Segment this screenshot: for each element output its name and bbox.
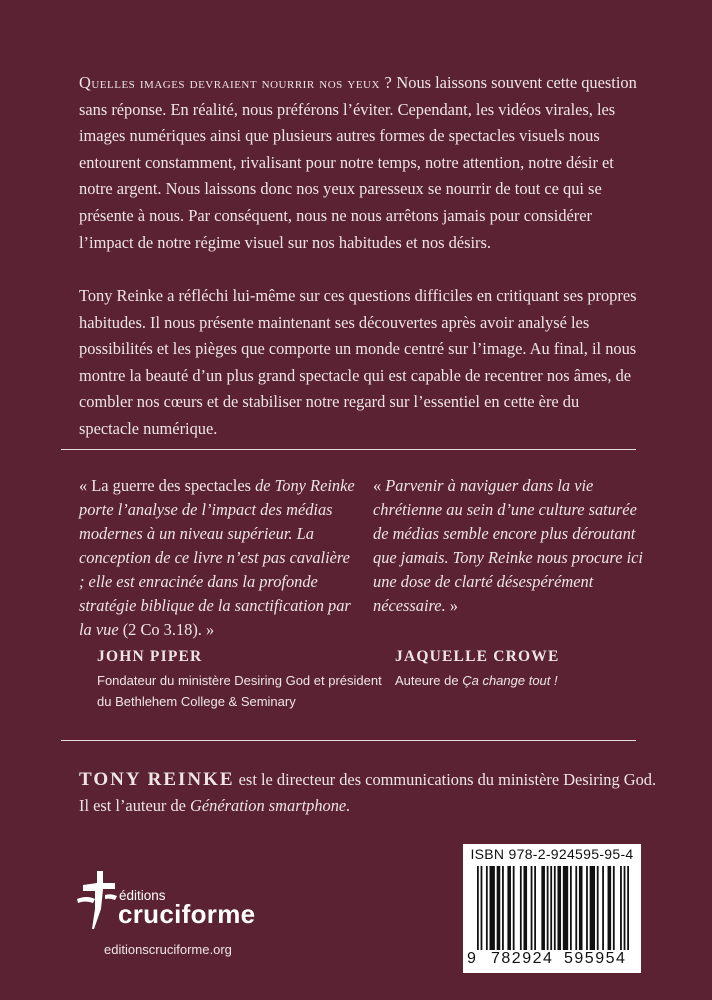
back-cover-intro xyxy=(79,70,639,256)
quote2-close: » xyxy=(445,596,458,615)
barcode-digits-right: 595954 xyxy=(564,950,627,967)
crowe-role-prefix: Auteure de xyxy=(395,673,463,688)
endorsement-quote-piper xyxy=(79,474,357,642)
author-book-title: Génération smartphone. xyxy=(190,796,351,815)
author-reflection-paragraph: Tony Reinke a réfléchi lui-même sur ces questions difficiles en critiquant ses propres habitudes. Il nous présente maintenant ses découvertes après avoir analysé les possibilités et les pièges que comporte un monde centré sur l’image. Au final, il nous montre la beauté d’un plus grand spectacle qui est capable de recentrer nos âmes, de combler nos cœurs et de stabiliser notre regard sur l’essentiel en cette ère du spectacle numérique. xyxy=(79,286,637,438)
publisher-brand-name: cruciforme xyxy=(118,899,256,929)
crowe-role-title: Ça change tout ! xyxy=(462,673,558,688)
quote1-open: « La guerre des spectacles xyxy=(79,476,252,495)
barcode-bars-icon xyxy=(477,866,629,950)
author-bio xyxy=(79,767,659,819)
isbn-number: ISBN 978-2-924595-95-4 xyxy=(470,846,634,862)
endorser-name-crowe: JAQUELLE CROWE xyxy=(395,648,560,665)
endorser-role-piper-2: du Bethlehem College & Seminary xyxy=(97,694,296,709)
endorsement-quote-crowe xyxy=(373,474,645,618)
divider-bottom xyxy=(61,740,636,741)
author-name: TONY REINKE xyxy=(79,769,235,790)
endorser-role-piper-1: Fondateur du ministère Desiring God et président xyxy=(97,673,382,688)
quote1-close: (2 Co 3.18). » xyxy=(118,620,215,639)
publisher-editions-label: éditions xyxy=(119,888,166,903)
barcode-digit-first: 9 xyxy=(467,950,476,967)
author-bio-text: est le directeur des communications du ministère Desiring God. Il est l’auteur de xyxy=(79,770,657,815)
quote2-italic: Parvenir à naviguer dans la vie chrétienne au sein d’une culture saturée de médias semble encore plus déroutant que jamais. Tony Reinke nous procure ici une dose de clarté désespérément nécessaire. xyxy=(373,476,643,615)
barcode-digits-left: 782924 xyxy=(491,950,554,967)
quote2-open: « xyxy=(373,476,386,495)
publisher-website: editionscruciforme.org xyxy=(104,942,232,957)
quote1-italic: de Tony Reinke porte l’analyse de l’impact des médias modernes à un niveau supérieur. La conception de ce livre n’est pas cavalière ; elle est enracinée dans la profonde stratégie biblique de la sanctification par la vue xyxy=(79,476,355,639)
intro-lead-question: Quelles images devraient nourrir nos yeux ? xyxy=(79,73,393,92)
intro-text: Nous laissons souvent cette question sans réponse. En réalité, nous préférons l’éviter. Cependant, les vidéos virales, les images numériques ainsi que plusieurs autres formes de spectacles visuels nous entourent constamment, rivalisant pour notre temps, notre attention, notre désir et notre argent. Nous laissons donc nos yeux paresseux se nourrir de tout ce qui se présente à nous. Par conséquent, nous ne nous arrêtons jamais pour considérer l’impact de notre régime visuel sur nos habitudes et nos désirs. xyxy=(79,73,637,252)
endorser-role-crowe xyxy=(395,670,558,691)
isbn-barcode xyxy=(463,844,641,973)
divider-top xyxy=(61,449,636,450)
endorser-name-piper: JOHN PIPER xyxy=(97,648,203,665)
